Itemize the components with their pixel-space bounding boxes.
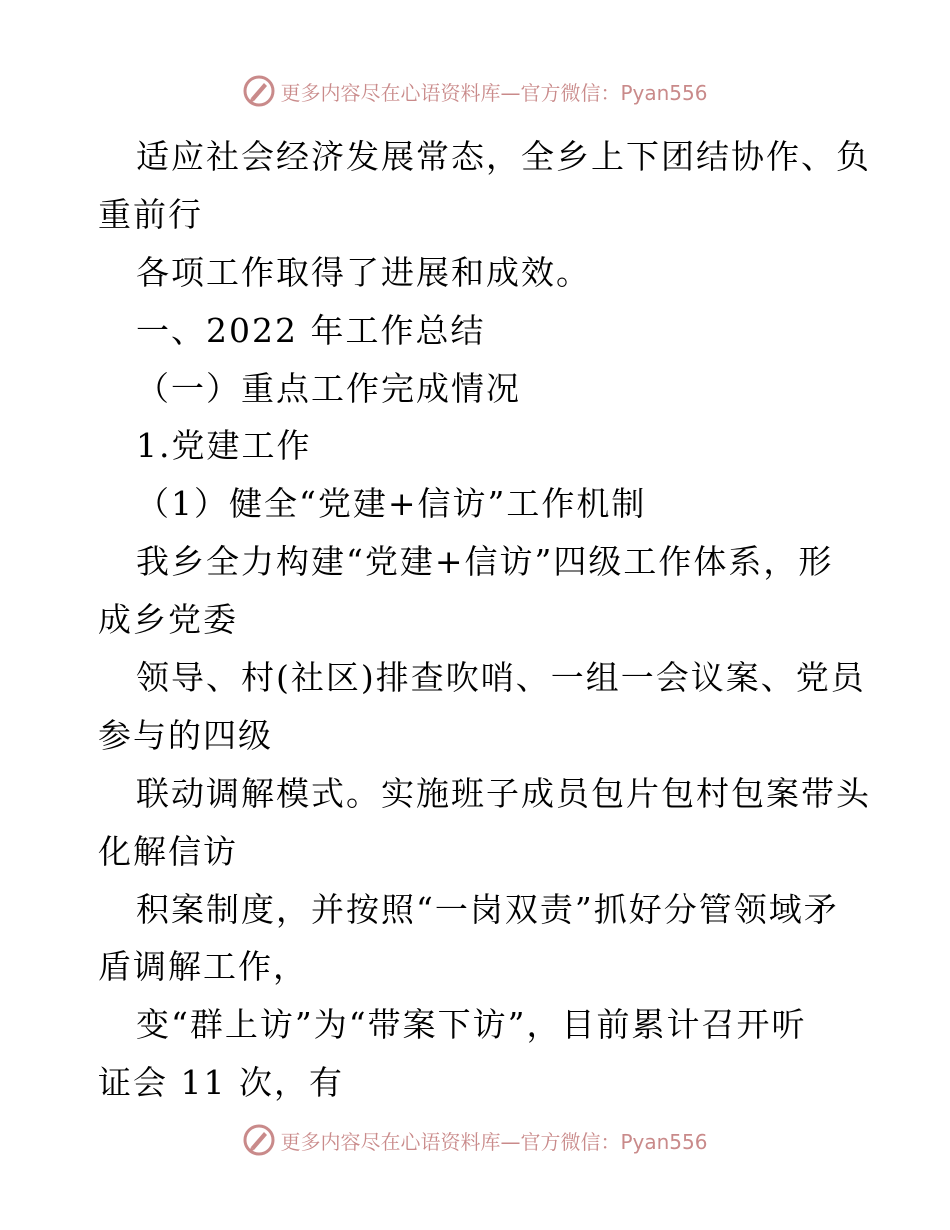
pen-logo-icon [242, 1123, 276, 1157]
text-line: 领导、村(社区)排查吹哨、一组一会议案、党员 [136, 658, 866, 698]
text-line: 盾调解工作， [98, 947, 308, 987]
subitem-heading: （1）健全“党建+信访”工作机制 [136, 484, 647, 524]
text-line: 参与的四级 [98, 715, 273, 755]
text-line: 变“群上访”为“带案下访”，目前累计召开听 [136, 1005, 807, 1045]
pen-logo-icon [242, 74, 276, 108]
watermark-banner-top [0, 69, 950, 113]
text-line: 我乡全力构建“党建+信访”四级工作体系，形 [136, 542, 834, 582]
text-line: 重前行 [98, 194, 203, 234]
text-line: 证会 11 次，有 [98, 1063, 344, 1103]
section-heading: 一、2022 年工作总结 [136, 310, 486, 350]
subsection-heading: （一）重点工作完成情况 [136, 368, 521, 408]
text-line: 适应社会经济发展常态，全乡上下团结协作、负 [136, 137, 871, 176]
text-line: 化解信访 [98, 831, 238, 871]
watermark-text-top: 更多内容尽在心语资料库—官方微信：Pyan556 [280, 80, 708, 105]
text-line: 各项工作取得了进展和成效。 [136, 252, 591, 292]
text-line: 积案制度，并按照“一岗双责”抓好分管领域矛 [136, 889, 839, 929]
text-line: 联动调解模式。实施班子成员包片包村包案带头 [136, 773, 871, 813]
text-line: 成乡党委 [98, 600, 238, 640]
item-heading: 1.党建工作 [136, 426, 312, 466]
document-body [98, 128, 871, 1112]
watermark-text-bottom: 更多内容尽在心语资料库—官方微信：Pyan556 [280, 1129, 708, 1154]
watermark-banner-bottom [0, 1118, 950, 1162]
